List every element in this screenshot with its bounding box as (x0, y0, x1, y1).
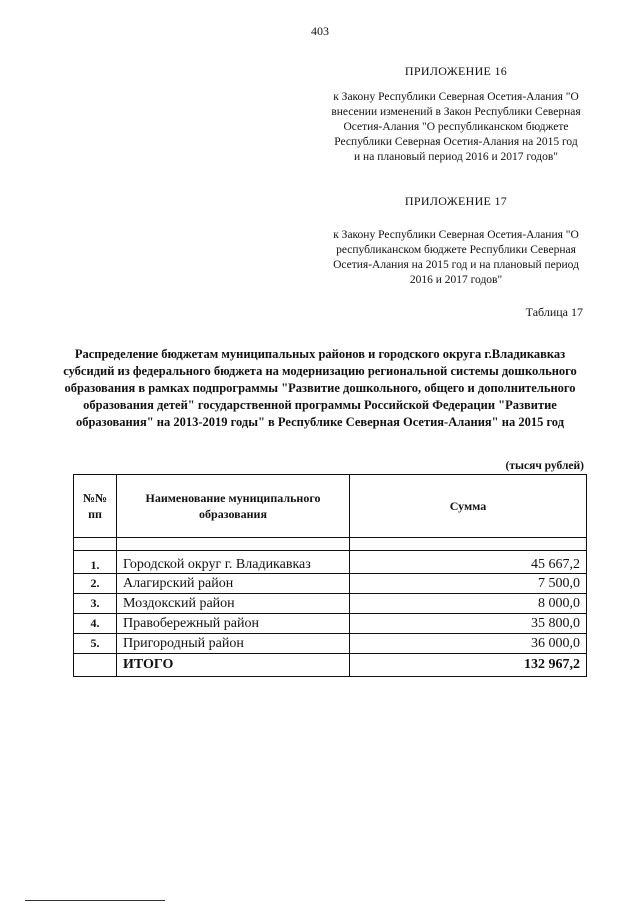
row-num: 4. (74, 614, 117, 634)
row-name: Алагирский район (117, 574, 350, 594)
table-number: Таблица 17 (525, 305, 583, 319)
header-num: №№ пп (74, 475, 117, 538)
row-name: Моздокский район (117, 594, 350, 614)
row-name: Пригородный район (117, 634, 350, 654)
table-header-row (74, 475, 587, 538)
annex-17-text: к Закону Республики Северная Осетия-Алания "О республиканском бюджете Республики Северная Осетия-Алания на 2015 год и на плановый период 2016 и 2017 годов" (333, 229, 579, 286)
row-num: 5. (74, 634, 117, 654)
row-num: 3. (74, 594, 117, 614)
table-row (74, 594, 587, 614)
annex-16-text: к Закону Республики Северная Осетия-Алания "О внесении изменений в Закон Республики Северная Осетия-Алания "О республиканском бюджете Республики Северная Осетия-Алания на 2015 год и на плановый период 2016 и 2017 годов" (331, 91, 581, 163)
table-spacer-row (74, 538, 587, 551)
annex-17-title: ПРИЛОЖЕНИЕ 17 (404, 194, 508, 208)
page-number: 403 (311, 24, 329, 38)
row-sum: 45 667,2 (350, 551, 587, 574)
footnote-rule (25, 900, 165, 901)
row-name: Правобережный район (117, 614, 350, 634)
table-row (74, 551, 587, 574)
total-sum: 132 967,2 (350, 654, 587, 677)
table-row (74, 634, 587, 654)
spacer-cell (117, 538, 350, 551)
row-name: Городской округ г. Владикавказ (117, 551, 350, 574)
table-row (74, 574, 587, 594)
row-sum: 7 500,0 (350, 574, 587, 594)
total-num-cell (74, 654, 117, 677)
units-label: (тысяч рублей) (505, 460, 584, 472)
row-sum: 8 000,0 (350, 594, 587, 614)
spacer-cell (350, 538, 587, 551)
header-name: Наименование муниципального образования (117, 475, 350, 538)
row-num: 1. (74, 551, 117, 574)
row-sum: 36 000,0 (350, 634, 587, 654)
table-total-row (74, 654, 587, 677)
row-sum: 35 800,0 (350, 614, 587, 634)
document-title: Распределение бюджетам муниципальных районов и городского округа г.Владикавказ субсидий из федерального бюджета на модернизацию региональной системы дошкольного образования в рамках подпрограммы "Развитие дошкольного, общего и дополнительного образования детей" государственной программы Российской Федерации "Развитие образования" на 2013-2019 годы" в Республике Северная Осетия-Алания" на 2015 год (63, 347, 577, 429)
header-sum: Сумма (350, 475, 587, 538)
subsidy-table (73, 474, 587, 677)
table-row (74, 614, 587, 634)
annex-16-title: ПРИЛОЖЕНИЕ 16 (404, 64, 508, 78)
spacer-cell (74, 538, 117, 551)
total-label: ИТОГО (117, 654, 350, 677)
row-num: 2. (74, 574, 117, 594)
